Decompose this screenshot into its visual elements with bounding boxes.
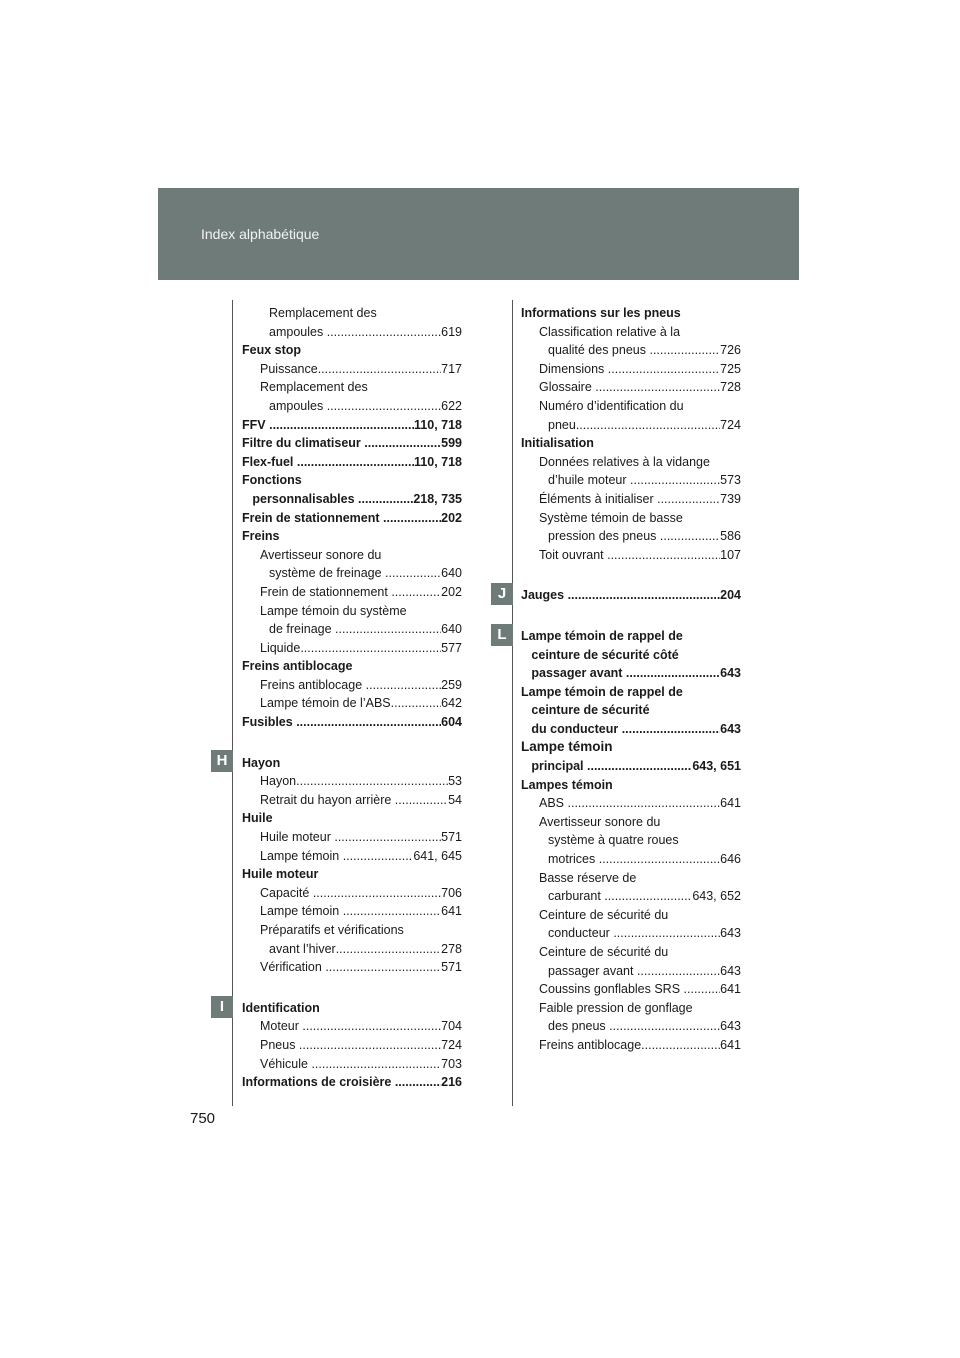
leader-dots <box>296 713 441 732</box>
entry-term: Filtre du climatiseur <box>242 436 365 451</box>
index-entry <box>521 527 741 546</box>
entry-term: Remplacement des <box>260 380 368 395</box>
entry-page-ref: 216 <box>441 1075 462 1090</box>
entry-page-ref: 641 <box>720 982 741 997</box>
leader-dots <box>364 434 441 453</box>
entry-term: Système témoin de basse <box>539 510 683 525</box>
entry-page-ref: 643 <box>720 666 741 681</box>
leader-dots <box>684 980 721 999</box>
index-entry <box>521 962 741 981</box>
entry-term: ABS <box>539 796 568 811</box>
index-entry <box>521 980 741 999</box>
index-entry <box>242 1036 462 1055</box>
entry-term: Capacité <box>260 885 313 900</box>
center-rule <box>512 300 513 1106</box>
entry-term: Pneus <box>260 1037 299 1052</box>
index-entry <box>521 850 741 869</box>
leader-dots <box>587 757 692 776</box>
entry-term: FFV <box>242 417 270 432</box>
index-entry <box>242 546 462 565</box>
leader-dots <box>325 958 441 977</box>
index-entry <box>521 304 741 323</box>
entry-page-ref: 643 <box>720 721 741 736</box>
index-entry <box>521 341 741 360</box>
entry-page-ref: 641 <box>720 1037 741 1052</box>
leader-dots <box>395 791 448 810</box>
entry-page-ref: 110, 718 <box>414 454 462 469</box>
section-gap <box>521 605 741 627</box>
entry-term: conducteur <box>548 926 614 941</box>
index-entry <box>242 397 462 416</box>
leader-dots <box>613 924 720 943</box>
entry-term: Fonctions <box>242 473 302 488</box>
entry-term: Retrait du hayon arrière <box>260 792 395 807</box>
entry-term: Dimensions <box>539 361 608 376</box>
index-entry <box>242 921 462 940</box>
entry-term: Lampe témoin <box>260 904 343 919</box>
leader-dots <box>595 378 720 397</box>
entry-term: Remplacement des <box>269 306 377 320</box>
entry-page-ref: 643, 651 <box>692 759 741 774</box>
entry-term: ampoules <box>269 324 327 339</box>
entry-term: Faible pression de gonflage <box>539 1000 693 1015</box>
index-entry <box>242 657 462 676</box>
index-entry <box>242 958 462 977</box>
entry-term: Identification <box>242 1000 320 1015</box>
entry-page-ref: 586 <box>720 529 741 544</box>
leader-dots <box>336 940 441 959</box>
index-entry <box>521 943 741 962</box>
index-entry <box>521 924 741 943</box>
index-entry <box>521 999 741 1018</box>
index-entry <box>242 416 462 435</box>
entry-term: Glossaire <box>539 380 596 395</box>
index-entry <box>242 509 462 528</box>
entry-term: système de freinage <box>269 566 386 581</box>
index-entry <box>242 490 462 509</box>
entry-page-ref: 728 <box>720 380 741 395</box>
entry-term: Ceinture de sécurité du <box>539 907 669 922</box>
index-entry <box>521 627 741 646</box>
entry-term: Véhicule <box>260 1056 312 1071</box>
entry-page-ref: 54 <box>448 792 462 807</box>
leader-dots <box>576 416 720 435</box>
leader-dots <box>599 850 720 869</box>
index-entry <box>521 453 741 472</box>
leader-dots <box>299 1036 441 1055</box>
entry-page-ref: 646 <box>720 852 741 867</box>
leader-dots <box>630 471 720 490</box>
index-entry <box>242 602 462 621</box>
entry-page-ref: 641 <box>441 904 462 919</box>
entry-page-ref: 641, 645 <box>413 848 462 863</box>
leader-dots <box>641 1036 720 1055</box>
entry-term: Vérification <box>260 960 326 975</box>
leader-dots <box>318 360 441 379</box>
leader-dots <box>385 564 441 583</box>
leader-dots <box>313 884 441 903</box>
index-entry <box>521 646 741 665</box>
index-entry <box>521 509 741 528</box>
entry-term: pneu <box>548 417 576 432</box>
entry-page-ref: 703 <box>441 1056 462 1071</box>
index-entry <box>242 865 462 884</box>
entry-page-ref: 107 <box>720 547 741 562</box>
index-entry <box>242 360 462 379</box>
entry-term: Huile moteur <box>242 867 319 882</box>
entry-page-ref: 642 <box>441 696 462 711</box>
entry-term: d’huile moteur <box>548 473 630 488</box>
entry-term: Lampe témoin de rappel de <box>521 684 683 699</box>
entry-page-ref: 604 <box>441 715 462 730</box>
entry-term: Huile moteur <box>260 830 335 845</box>
section-gap <box>242 977 462 999</box>
index-entry <box>521 1017 741 1036</box>
leader-dots <box>649 341 720 360</box>
entry-term: ampoules <box>269 398 327 413</box>
index-entry <box>521 546 741 565</box>
entry-page-ref: 619 <box>441 324 462 339</box>
index-entry <box>521 1036 741 1055</box>
entry-page-ref: 724 <box>441 1037 462 1052</box>
entry-page-ref: 643 <box>720 963 741 978</box>
entry-page-ref: 706 <box>441 885 462 900</box>
entry-term: ceinture de sécurité <box>521 703 650 718</box>
entry-term: Avertisseur sonore du <box>260 547 382 562</box>
index-entry <box>242 1017 462 1036</box>
entry-page-ref: 643, 652 <box>692 889 741 904</box>
index-entry <box>521 378 741 397</box>
entry-page-ref: 640 <box>441 622 462 637</box>
leader-dots <box>607 546 720 565</box>
entry-term: personnalisables <box>242 491 359 506</box>
index-entry <box>242 564 462 583</box>
index-entry <box>242 791 462 810</box>
entry-page-ref: 53 <box>448 774 462 789</box>
entry-page-ref: 643 <box>720 926 741 941</box>
leader-dots <box>383 509 441 528</box>
entry-term: Frein de stationnement <box>242 510 383 525</box>
leader-dots <box>296 772 448 791</box>
index-entry <box>242 639 462 658</box>
index-entry <box>242 828 462 847</box>
entry-term: Puissance <box>260 361 318 376</box>
index-entry <box>521 831 741 850</box>
entry-term: Ceinture de sécurité du <box>539 945 669 959</box>
leader-dots <box>327 323 441 342</box>
entry-term: Jauges <box>521 588 568 603</box>
index-entry <box>521 490 741 509</box>
entry-term: Lampe témoin du système <box>260 603 407 618</box>
leader-dots <box>311 1055 441 1074</box>
entry-page-ref: 704 <box>441 1019 462 1034</box>
entry-term: passager avant <box>548 963 637 978</box>
index-entry <box>242 772 462 791</box>
entry-page-ref: 725 <box>720 361 741 376</box>
leader-dots <box>300 639 441 658</box>
entry-term: motrices <box>548 852 599 867</box>
index-entry <box>242 1055 462 1074</box>
index-entry <box>521 471 741 490</box>
leader-dots <box>334 828 441 847</box>
page-number: 750 <box>190 1110 216 1127</box>
leader-dots <box>609 1017 720 1036</box>
entry-term: avant l’hiver <box>269 941 336 956</box>
leader-dots <box>626 664 720 683</box>
index-entry <box>242 1073 462 1092</box>
letter-tab-l: L <box>491 624 513 646</box>
leader-dots <box>335 620 441 639</box>
entry-page-ref: 726 <box>720 343 741 358</box>
entry-page-ref: 739 <box>720 491 741 506</box>
entry-term: Éléments à initialiser <box>539 491 658 506</box>
entry-term: du conducteur <box>521 721 622 736</box>
leader-dots <box>358 490 413 509</box>
section-gap <box>242 732 462 754</box>
index-entry <box>242 453 462 472</box>
index-entry <box>242 434 462 453</box>
leader-dots <box>269 416 414 435</box>
entry-term: principal <box>521 759 587 774</box>
entry-term: Moteur <box>260 1019 303 1034</box>
entry-term: Huile <box>242 811 273 826</box>
leader-dots <box>391 694 442 713</box>
entry-term: Frein de stationnement <box>260 584 392 599</box>
entry-term: Numéro d’identification du <box>539 398 684 413</box>
entry-page-ref: 278 <box>441 941 462 956</box>
index-entry <box>242 754 462 773</box>
index-entry <box>521 701 741 720</box>
leader-dots <box>343 847 414 866</box>
entry-term: Basse réserve de <box>539 870 637 885</box>
leader-dots <box>395 1073 441 1092</box>
index-entry <box>242 676 462 695</box>
index-entry <box>242 527 462 546</box>
index-entry <box>521 683 741 702</box>
leader-dots <box>657 490 720 509</box>
entry-term: pression des pneus <box>548 529 660 544</box>
index-entry <box>521 360 741 379</box>
entry-term: Feux stop <box>242 343 302 358</box>
entry-page-ref: 643 <box>720 1019 741 1034</box>
entry-term: Freins antiblocage <box>242 659 353 674</box>
index-entry <box>242 847 462 866</box>
leader-dots <box>604 887 692 906</box>
leader-dots <box>637 962 720 981</box>
left-rule <box>232 300 233 1106</box>
entry-page-ref: 571 <box>441 960 462 975</box>
entry-page-ref: 622 <box>441 398 462 413</box>
index-entry <box>521 416 741 435</box>
leader-dots <box>622 720 720 739</box>
entry-page-ref: 641 <box>720 796 741 811</box>
index-entry <box>521 586 741 605</box>
letter-tab-i: I <box>211 996 233 1018</box>
entry-page-ref: 571 <box>441 830 462 845</box>
leader-dots <box>302 1017 441 1036</box>
index-entry <box>242 620 462 639</box>
entry-term: Lampe témoin de rappel de <box>521 628 683 643</box>
entry-term: Freins antiblocage <box>539 1037 642 1052</box>
entry-term: Hayon <box>260 774 297 789</box>
index-entry <box>521 813 741 832</box>
entry-term: Freins <box>242 529 280 544</box>
entry-page-ref: 110, 718 <box>414 417 462 432</box>
entry-term: Toit ouvrant <box>539 547 608 562</box>
index-entry <box>242 583 462 602</box>
section-gap <box>521 564 741 586</box>
leader-dots <box>391 583 441 602</box>
entry-term: Lampe témoin <box>521 739 613 755</box>
index-entry <box>242 341 462 360</box>
entry-page-ref: 202 <box>441 510 462 525</box>
entry-term: Avertisseur sonore du <box>539 814 661 829</box>
index-entry <box>521 664 741 683</box>
letter-tab-j: J <box>491 583 513 605</box>
index-entry <box>242 884 462 903</box>
entry-page-ref: 204 <box>720 588 741 603</box>
leader-dots <box>327 397 441 416</box>
index-entry <box>521 869 741 888</box>
entry-term: Coussins gonflables SRS <box>539 982 684 997</box>
index-entry <box>242 694 462 713</box>
index-entry <box>521 720 741 739</box>
index-entry <box>521 323 741 342</box>
index-entry <box>242 304 462 323</box>
entry-page-ref: 717 <box>441 361 462 376</box>
index-entry <box>242 809 462 828</box>
entry-page-ref: 724 <box>720 417 741 432</box>
index-entry <box>521 794 741 813</box>
index-entry <box>242 999 462 1018</box>
header-bar <box>158 188 799 280</box>
entry-term: des pneus <box>548 1019 610 1034</box>
entry-term: Lampes témoin <box>521 777 613 792</box>
leader-dots <box>660 527 720 546</box>
index-entry <box>521 757 741 776</box>
leader-dots <box>608 360 720 379</box>
entry-term: Freins antiblocage <box>260 677 366 692</box>
entry-term: Flex-fuel <box>242 454 297 469</box>
index-entry <box>521 887 741 906</box>
entry-term: Lampe témoin de l’ABS <box>260 696 391 711</box>
entry-page-ref: 259 <box>441 677 462 692</box>
index-entry <box>242 713 462 732</box>
entry-term: Informations sur les pneus <box>521 306 681 320</box>
entry-term: Classification relative à la <box>539 324 681 339</box>
index-entry <box>242 323 462 342</box>
section-title: Index alphabétique <box>201 226 320 242</box>
entry-term: Informations de croisière <box>242 1075 395 1090</box>
index-entry <box>242 471 462 490</box>
index-entry <box>521 906 741 925</box>
entry-term: Données relatives à la vidange <box>539 454 710 469</box>
leader-dots <box>366 676 442 695</box>
index-entry <box>242 378 462 397</box>
entry-term: Initialisation <box>521 436 594 451</box>
entry-term: ceinture de sécurité côté <box>521 647 679 662</box>
entry-page-ref: 577 <box>441 640 462 655</box>
entry-term: passager avant <box>521 666 626 681</box>
leader-dots <box>568 586 721 605</box>
index-entry <box>521 397 741 416</box>
entry-term: Lampe témoin <box>260 848 343 863</box>
entry-term: carburant <box>548 889 605 904</box>
leader-dots <box>297 453 414 472</box>
entry-term: qualité des pneus <box>548 343 650 358</box>
entry-page-ref: 573 <box>720 473 741 488</box>
entry-page-ref: 599 <box>441 436 462 451</box>
letter-tab-h: H <box>211 750 233 772</box>
entry-page-ref: 218, 735 <box>413 491 462 506</box>
index-entry <box>521 738 741 757</box>
entry-page-ref: 202 <box>441 584 462 599</box>
index-column-right <box>521 304 741 1055</box>
entry-term: système à quatre roues <box>548 833 679 848</box>
entry-term: Préparatifs et vérifications <box>260 923 404 937</box>
index-entry <box>242 902 462 921</box>
leader-dots <box>568 794 721 813</box>
entry-term: de freinage <box>269 622 336 637</box>
index-entry <box>242 940 462 959</box>
leader-dots <box>343 902 441 921</box>
index-entry <box>521 434 741 453</box>
index-column-left <box>242 304 462 1092</box>
index-entry <box>521 776 741 795</box>
entry-page-ref: 640 <box>441 566 462 581</box>
entry-term: Liquide <box>260 640 301 655</box>
entry-term: Fusibles <box>242 715 297 730</box>
entry-term: Hayon <box>242 755 281 770</box>
